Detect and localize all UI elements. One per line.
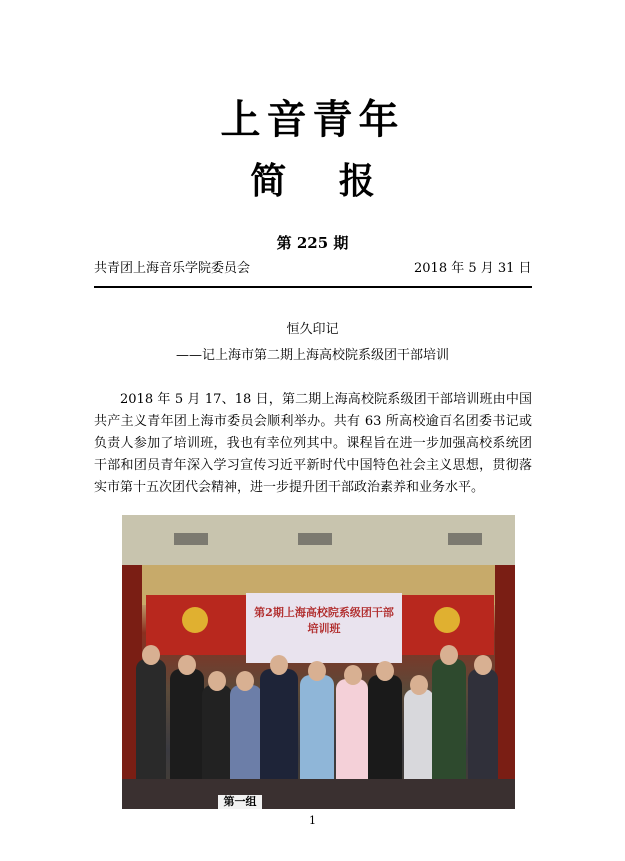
screen-text-line1: 第2期上海高校院系级团干部	[254, 606, 394, 619]
page-number: 1	[309, 814, 316, 827]
league-emblem-icon	[434, 607, 460, 633]
article-subtitle: ——记上海市第二期上海高校院系级团干部培训	[175, 348, 449, 363]
publisher-name: 共青团上海音乐学院委员会	[94, 261, 251, 276]
screen-text-line2: 培训班	[307, 622, 341, 635]
person-head	[440, 645, 458, 665]
person-head	[236, 671, 254, 691]
person-head	[344, 665, 362, 685]
person-head	[142, 645, 160, 665]
article-title: 恒久印记	[286, 322, 339, 337]
group-sign: 第一组	[218, 795, 262, 809]
league-emblem-icon	[182, 607, 208, 633]
article-body: 2018 年 5 月 17、18 日，第二期上海高校院系级团干部培训班由中国共产主义青年团上海市委员会顺利举办。共有 63 所高校逾百名团委书记或负责人参加了培训班，我也有幸位列其中。课程旨在进一步加强高校系统团干部和团员青年深入学习宣传习近平新时代中国特色社会主义思想，贯彻落实市第十五次团代会精神，进一步提升团干部政治素养和业务水平。	[94, 392, 532, 495]
person-head	[376, 661, 394, 681]
person-head	[308, 661, 326, 681]
person-head	[410, 675, 428, 695]
person-head	[178, 655, 196, 675]
ceiling-vent	[174, 533, 208, 545]
group-photo	[122, 515, 515, 809]
newsletter-subtitle: 简 报	[250, 160, 395, 202]
person-head	[474, 655, 492, 675]
ceiling-vent	[298, 533, 332, 545]
issue-number: 第 225 期	[276, 234, 349, 252]
newsletter-title: 上音青年	[220, 96, 405, 143]
person-head	[208, 671, 226, 691]
photo-floor	[122, 779, 515, 809]
header-divider	[94, 286, 532, 288]
publish-date: 2018 年 5 月 31 日	[414, 261, 532, 276]
person-head	[270, 655, 288, 675]
ceiling-vent	[448, 533, 482, 545]
